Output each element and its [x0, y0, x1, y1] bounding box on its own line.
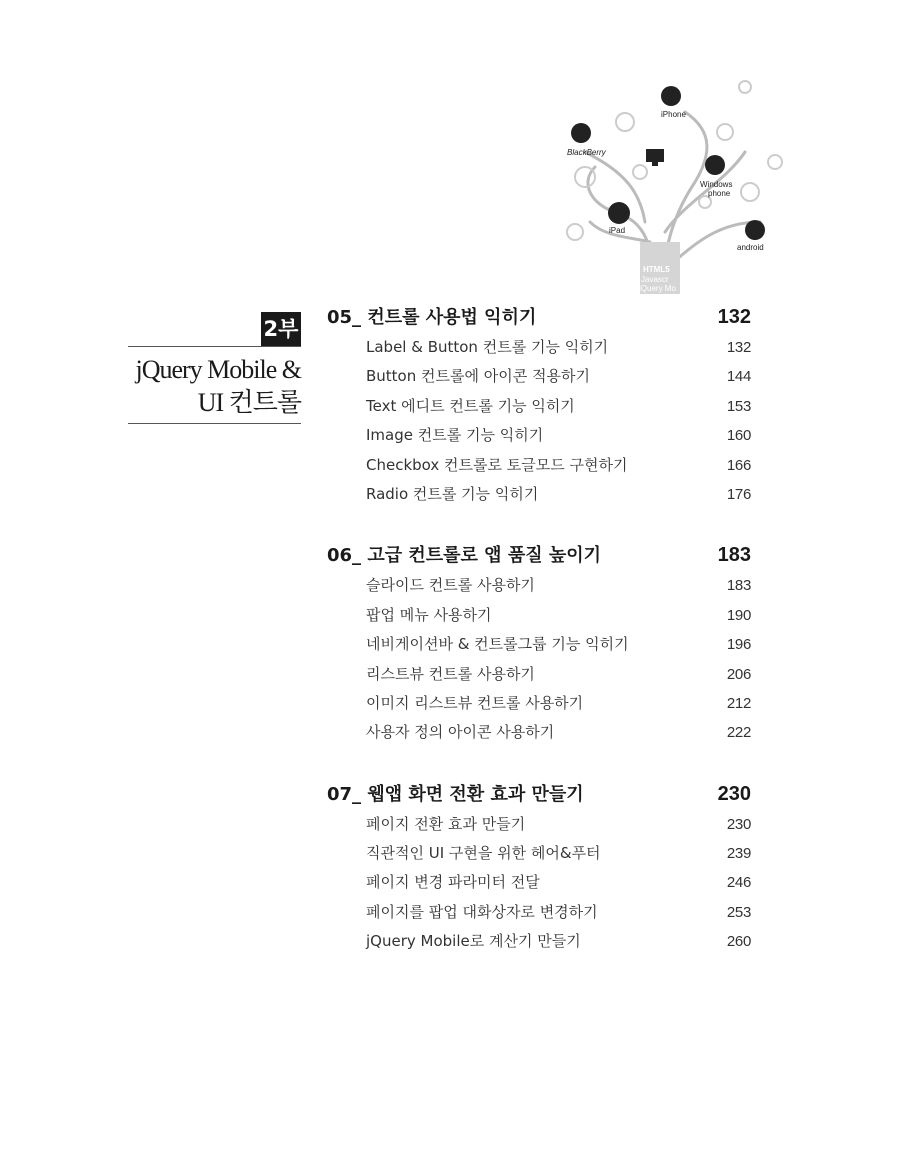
- toc-entry: [327, 451, 751, 480]
- entry-title: 리스트뷰 컨트롤 사용하기: [366, 664, 535, 683]
- part-title: [128, 353, 301, 424]
- entry-title: jQuery Mobile로 계산기 만들기: [366, 932, 581, 951]
- svg-text:Javascr: Javascr: [641, 275, 669, 284]
- entry-title: 슬라이드 컨트롤 사용하기: [366, 576, 535, 595]
- entry-title: Text 에디트 컨트롤 기능 익히기: [366, 396, 575, 415]
- entry-title: 네비게이션바 & 컨트롤그룹 기능 익히기: [366, 635, 629, 654]
- entry-page: 206: [726, 665, 751, 683]
- toc-entry: [327, 689, 751, 718]
- entry-page: 190: [726, 606, 751, 624]
- entry-title: Button 컨트롤에 아이콘 적용하기: [366, 367, 590, 386]
- part-header: [128, 312, 301, 347]
- entry-page: 212: [726, 694, 751, 712]
- toc-entry: [327, 362, 751, 391]
- toc-entry: [327, 927, 751, 956]
- chapter-title: 07_ 웹앱 화면 전환 효과 만들기: [327, 783, 584, 805]
- entry-title: 페이지 변경 파라미터 전달: [366, 873, 540, 892]
- part-badge: 2부: [261, 312, 301, 346]
- toc-entry: [327, 571, 751, 600]
- entry-title: 팝업 메뉴 사용하기: [366, 605, 492, 624]
- svg-text:jQuery Mo: jQuery Mo: [639, 284, 676, 293]
- svg-text:Windows: Windows: [700, 180, 733, 189]
- monitor-icon: [646, 149, 664, 166]
- part-title-line-2: UI 컨트롤: [197, 388, 301, 417]
- toc-entry: [327, 601, 751, 630]
- entry-page: 260: [726, 933, 751, 951]
- entry-page: 166: [726, 456, 751, 474]
- chapter-page: 132: [717, 306, 751, 328]
- svg-text:BlackBerry: BlackBerry: [567, 148, 606, 157]
- entry-title: 이미지 리스트뷰 컨트롤 사용하기: [366, 693, 584, 712]
- part-title-line-1: jQuery Mobile &: [135, 355, 301, 384]
- entry-page: 253: [726, 903, 751, 921]
- toc-entry: [327, 333, 751, 362]
- toc-entry: [327, 480, 751, 509]
- table-of-contents: [327, 302, 751, 988]
- entry-page: 183: [726, 577, 751, 595]
- iphone-icon: [661, 86, 686, 119]
- toc-entry: [327, 898, 751, 927]
- chapter-heading: [327, 779, 751, 810]
- ipad-icon: [608, 202, 630, 235]
- chapter-page: 183: [717, 544, 751, 567]
- chapter-06: [327, 540, 751, 747]
- entry-title: Label & Button 컨트롤 기능 익히기: [366, 338, 609, 356]
- svg-text:HTML5: HTML5: [643, 265, 670, 274]
- toc-entry: [327, 839, 751, 868]
- entry-page: 246: [726, 874, 751, 892]
- toc-entry: [327, 392, 751, 421]
- toc-entry: [327, 810, 751, 839]
- svg-text:phone: phone: [708, 189, 731, 198]
- chapter-07: [327, 779, 751, 957]
- entry-page: 132: [726, 339, 751, 356]
- entry-title: Radio 컨트롤 기능 익히기: [366, 484, 539, 503]
- device-tree-illustration: [545, 72, 807, 294]
- chapter-title: 05_ 컨트롤 사용법 익히기: [327, 307, 537, 328]
- chapter-05: [327, 302, 751, 509]
- toc-entry: [327, 718, 751, 747]
- toc-entry: [327, 421, 751, 450]
- entry-title: 페이지 전환 효과 만들기: [366, 814, 526, 833]
- entry-page: 230: [726, 815, 751, 833]
- toc-entry: [327, 868, 751, 897]
- part-title-block: [128, 312, 301, 424]
- entry-page: 176: [726, 485, 751, 503]
- svg-text:android: android: [737, 243, 764, 252]
- entry-title: 페이지를 팝업 대화상자로 변경하기: [366, 902, 598, 921]
- toc-entry: [327, 660, 751, 689]
- chapter-title: 06_ 고급 컨트롤로 앱 품질 높이기: [327, 545, 602, 567]
- entry-page: 196: [726, 636, 751, 654]
- entry-title: Checkbox 컨트롤로 토글모드 구현하기: [366, 455, 628, 474]
- toc-entry: [327, 630, 751, 659]
- blackberry-icon: [567, 123, 607, 157]
- entry-title: Image 컨트롤 기능 익히기: [366, 426, 544, 445]
- entry-page: 160: [726, 427, 751, 445]
- entry-title: 직관적인 UI 구현을 위한 헤어&푸터: [366, 844, 601, 863]
- chapter-page: 230: [717, 782, 751, 805]
- svg-text:iPhone: iPhone: [661, 110, 686, 119]
- chapter-heading: [327, 540, 751, 571]
- entry-page: 153: [726, 397, 751, 415]
- svg-text:iPad: iPad: [609, 226, 626, 235]
- entry-page: 239: [726, 845, 751, 863]
- chapter-heading: [327, 302, 751, 333]
- entry-title: 사용자 정의 아이콘 사용하기: [366, 723, 555, 742]
- entry-page: 144: [726, 368, 751, 386]
- entry-page: 222: [726, 724, 751, 742]
